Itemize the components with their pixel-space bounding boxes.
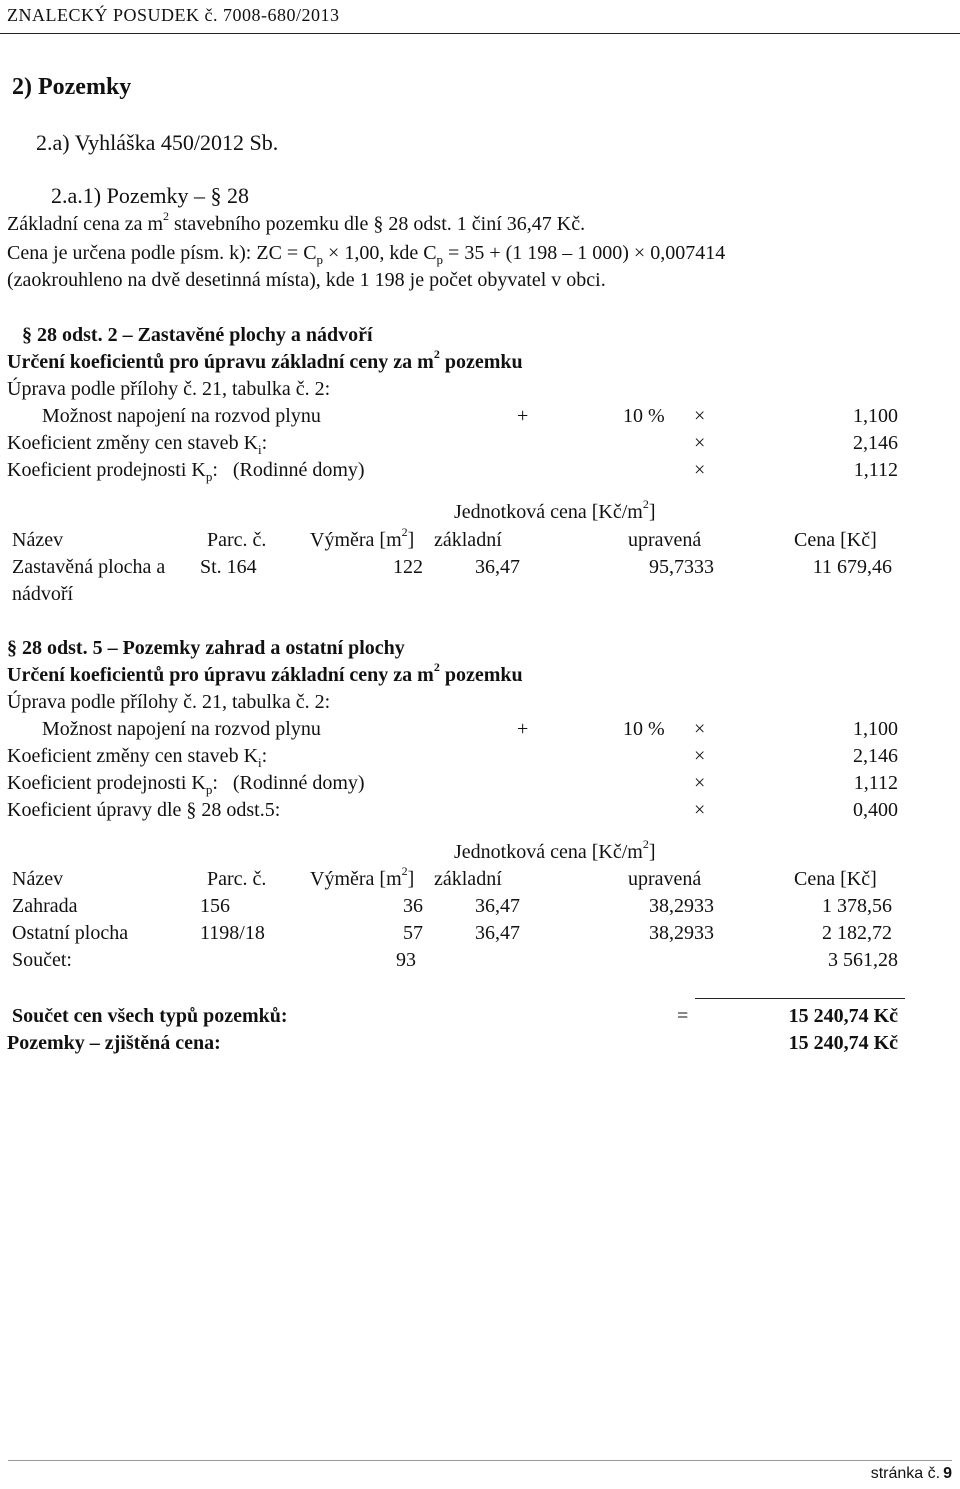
block2-coef-label: Možnost napojení na rozvod plynu xyxy=(42,718,321,740)
col-parc: Parc. č. xyxy=(207,868,267,890)
intro-line-3: (zaokrouhleno na dvě desetinná místa), kde 1 198 je počet obyvatel v obci. xyxy=(7,269,606,291)
row-nazev: Zahrada xyxy=(12,895,78,917)
row-upravena: 38,2933 xyxy=(649,895,714,917)
block1-coef-op: × xyxy=(694,405,706,427)
block1-coef-value: 2,146 xyxy=(853,432,898,454)
block1-coef-label: Koeficient prodejnosti $K_p$: (Rodinné domy) xyxy=(7,459,365,484)
block2-coef-plus: + xyxy=(517,718,529,740)
row-parc: St. 164 xyxy=(200,556,257,578)
col-cena: Cena [Kč] xyxy=(794,529,877,551)
col-vymera: Výměra $[m^2]$ xyxy=(310,525,415,551)
subsubsection-title: 2.a.1) Pozemky – § 28 xyxy=(51,183,249,208)
col-vymera: Výměra $[m^2]$ xyxy=(310,864,415,890)
block1-unit-header: Jednotková cena $[Kč/m^2]$ xyxy=(454,497,656,523)
block2-coef-label: Koeficient úpravy dle § 28 odst.5: xyxy=(7,799,281,821)
row-zakladni: 36,47 xyxy=(475,922,520,944)
section-title: 2) Pozemky xyxy=(12,74,132,100)
col-nazev: Název xyxy=(12,868,64,890)
block2-coef-value: 1,112 xyxy=(853,772,898,794)
block2-subtitle: Určení koeficientů pro úpravu základní ceny za $m^2$ pozemku xyxy=(7,660,523,686)
page-footer xyxy=(871,1465,952,1483)
block1-coef-value: 1,100 xyxy=(853,405,898,427)
block2-unit-header: Jednotková cena $[Kč/m^2]$ xyxy=(454,837,656,863)
col-zakladni: základní xyxy=(434,868,502,890)
col-zakladni: základní xyxy=(434,529,502,551)
intro-line-2: Cena je určena podle písm. k): ZC = $C_p \times 1,00$, kde $C_p = 35 + (1$ 198 – 1 000) × 0,007414 xyxy=(7,242,726,267)
block1-coef-value: 1,112 xyxy=(853,459,898,481)
document-header: ZNALECKÝ POSUDEK č. 7008-680/2013 xyxy=(7,5,340,25)
block1-coef-op: × xyxy=(694,432,706,454)
block1-coef-label: Možnost napojení na rozvod plynu xyxy=(42,405,321,427)
block2-coef-value: 2,146 xyxy=(853,745,898,767)
block2-title: § 28 odst. 5 – Pozemky zahrad a ostatní plochy xyxy=(7,637,405,659)
row-cena: 11 679,46 xyxy=(812,556,892,578)
row-parc: 1198/18 xyxy=(200,922,265,944)
block2-coef-op: × xyxy=(694,718,706,740)
row-upravena: 95,7333 xyxy=(649,556,714,578)
block2-coef-label: Koeficient prodejnosti $K_p$: (Rodinné domy) xyxy=(7,772,365,797)
subsection-title: 2.a) Vyhláška 450/2012 Sb. xyxy=(36,130,279,155)
block2-coef-op: × xyxy=(694,772,706,794)
intro-line-1: Základní cena za $m^2$ stavebního pozemku dle § 28 odst. 1 činí 36,47 Kč. xyxy=(7,209,586,235)
col-upravena: upravená xyxy=(628,868,702,890)
block2-coef-op: × xyxy=(694,799,706,821)
block1-title: § 28 odst. 2 – Zastavěné plochy a nádvoří xyxy=(22,324,373,346)
row-nazev: Ostatní plocha xyxy=(12,922,129,944)
block1-coef-pct: 10 % xyxy=(623,405,665,427)
total-equals: = xyxy=(677,1005,689,1027)
footer-rule xyxy=(8,1460,952,1461)
header-rule xyxy=(0,33,960,34)
row-nazev-cont: nádvoří xyxy=(12,583,74,605)
block2-coef-op: × xyxy=(694,745,706,767)
total-rule xyxy=(695,998,905,999)
sum-cena: 3 561,28 xyxy=(828,949,898,971)
block2-coef-value: 1,100 xyxy=(853,718,898,740)
page-number: 9 xyxy=(943,1465,952,1482)
page-label: stránka č. xyxy=(870,1465,941,1482)
sum-vymera: 93 xyxy=(396,949,416,971)
row-cena: 2 182,72 xyxy=(822,922,892,944)
block1-coef-plus: + xyxy=(517,405,529,427)
total-found-value: 15 240,74 Kč xyxy=(788,1032,898,1054)
row-zakladni: 36,47 xyxy=(475,895,520,917)
total-found-label: Pozemky – zjištěná cena: xyxy=(7,1032,221,1054)
row-vymera: 36 xyxy=(403,895,423,917)
col-nazev: Název xyxy=(12,529,64,551)
block2-coef-label: Koeficient změny cen staveb $K_i$: xyxy=(7,745,268,770)
col-cena: Cena [Kč] xyxy=(794,868,877,890)
row-cena: 1 378,56 xyxy=(822,895,892,917)
row-zakladni: 36,47 xyxy=(475,556,520,578)
row-upravena: 38,2933 xyxy=(649,922,714,944)
sum-label: Součet: xyxy=(12,949,72,971)
block1-coef-op: × xyxy=(694,459,706,481)
total-all-value: 15 240,74 Kč xyxy=(788,1005,898,1027)
col-parc: Parc. č. xyxy=(207,529,267,551)
block2-coef-value: 0,400 xyxy=(853,799,898,821)
row-vymera: 122 xyxy=(393,556,423,578)
block1-subtitle: Určení koeficientů pro úpravu základní ceny za $m^2$ pozemku xyxy=(7,347,523,373)
block2-uprava: Úprava podle přílohy č. 21, tabulka č. 2: xyxy=(7,691,331,713)
row-nazev: Zastavěná plocha a xyxy=(12,556,166,578)
block1-uprava: Úprava podle přílohy č. 21, tabulka č. 2: xyxy=(7,378,331,400)
total-all-label: Součet cen všech typů pozemků: xyxy=(12,1005,288,1027)
col-upravena: upravená xyxy=(628,529,702,551)
row-vymera: 57 xyxy=(403,922,423,944)
block1-coef-label: Koeficient změny cen staveb $K_i$: xyxy=(7,432,268,457)
row-parc: 156 xyxy=(200,895,230,917)
block2-coef-pct: 10 % xyxy=(623,718,665,740)
